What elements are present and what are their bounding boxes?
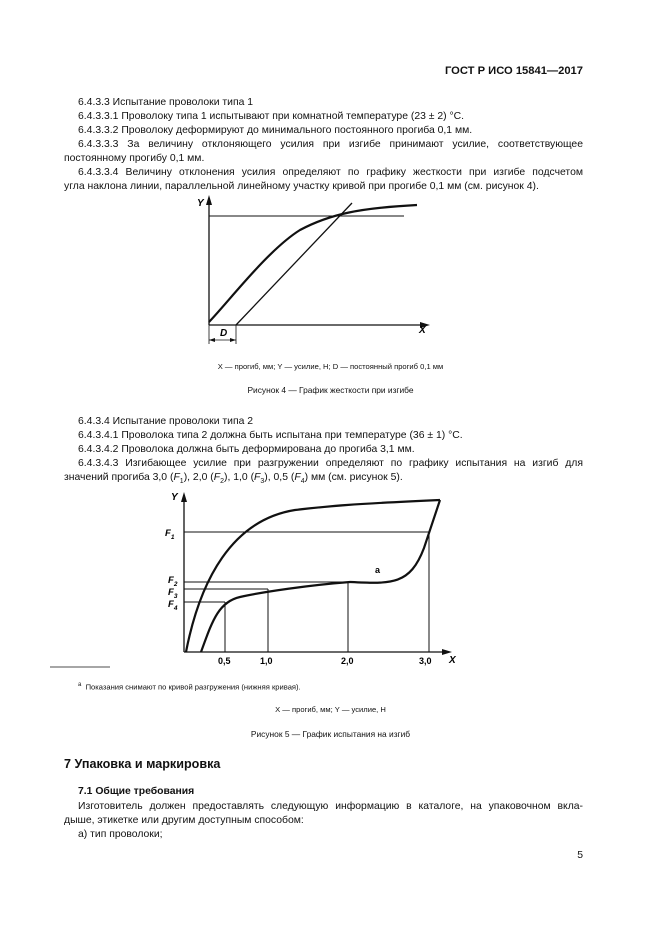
paragraph: 6.4.3.3.1 Проволоку типа 1 испытывают при комнатной температуре (23 ± 2) °С. xyxy=(78,111,465,122)
paragraph: дыше, этикетке или другим доступным способом: xyxy=(64,815,304,826)
fig5-f3-label: F3 xyxy=(168,587,178,600)
page-number: 5 xyxy=(577,850,583,861)
paragraph: 6.4.3.4.3 Изгибающее усилие при разгружении определяют по графику испытания на изгиб для xyxy=(78,458,583,469)
fig5-f1-label: F1 xyxy=(165,528,175,541)
standard-designation: ГОСТ Р ИСО 15841—2017 xyxy=(444,65,583,77)
fig4-d-label: D xyxy=(220,328,228,339)
fig5-x-label: X xyxy=(449,655,456,666)
fig5-y-label: Y xyxy=(171,492,178,503)
paragraph: 6.4.3.3.4 Величину отклонения усилия определяют по графику жесткости при изгибе подсчетом xyxy=(78,167,583,178)
fig4-y-label: Y xyxy=(197,198,204,209)
paragraph: угла наклона линии, параллельной линейному участку кривой при прогибе 0,1 мм (см. рисунок 4). xyxy=(64,181,539,192)
fig5-x-tick-10: 1,0 xyxy=(260,656,273,666)
list-item: а) тип проволоки; xyxy=(78,829,163,840)
paragraph: значений прогиба 3,0 $(F_1)$, 2,0 $(F_2)$, 1,0 $(F_3)$, 0,5 $(F_4)$ мм (см. рисунок 5). xyxy=(64,472,403,486)
fig5-y-arrow xyxy=(181,492,187,502)
subsection-heading: 6.4.3.3 Испытание проволоки типа 1 xyxy=(78,97,254,108)
fig5-unloading-curve xyxy=(201,500,440,652)
paragraph: 6.4.3.4.2 Проволока должна быть деформирована до прогиба 3,1 мм. xyxy=(78,444,415,455)
paragraph: Изготовитель должен предоставлять следующую информацию в каталоге, на упаковочном вкла- xyxy=(78,801,583,812)
section-heading: 7 Упаковка и маркировка xyxy=(64,757,221,771)
paragraph: 6.4.3.4.1 Проволока типа 2 должна быть испытана при температуре (36 ± 1) °С. xyxy=(78,430,463,441)
fig5-note-marker: a xyxy=(375,565,381,575)
fig5-caption: Рисунок 5 — График испытания на изгиб xyxy=(250,729,411,739)
paragraph: постоянному прогибу 0,1 мм. xyxy=(64,153,205,164)
paragraph: 6.4.3.3.3 За величину отклоняющего усилия при изгибе принимают усилие, соответствующее xyxy=(78,139,583,150)
paragraph: 6.4.3.3.2 Проволоку деформируют до минимального постоянного прогиба 0,1 мм. xyxy=(78,125,473,136)
fig5-x-tick-20: 2,0 xyxy=(341,656,354,666)
fig5-f4-label: F4 xyxy=(168,599,178,612)
fig5-f2-label: F2 xyxy=(168,575,178,588)
fig5-x-tick-30: 3,0 xyxy=(419,656,432,666)
footnote: $^a$ Показания снимают по кривой разгружения (нижняя кривая). xyxy=(78,682,301,692)
subsection-heading: 6.4.3.4 Испытание проволоки типа 2 xyxy=(78,416,254,427)
fig5-loading-curve xyxy=(186,500,440,652)
subsection-heading: 7.1 Общие требования xyxy=(78,786,195,797)
fig5-x-tick-05: 0,5 xyxy=(218,656,231,666)
fig4-legend: X — прогиб, мм; Y — усилие, Н; D — постоянный прогиб 0,1 мм xyxy=(217,362,444,371)
fig4-x-label: X xyxy=(419,325,426,336)
fig5-legend: X — прогиб, мм; Y — усилие, Н xyxy=(275,705,386,714)
fig4-caption: Рисунок 4 — График жесткости при изгибе xyxy=(247,385,414,395)
